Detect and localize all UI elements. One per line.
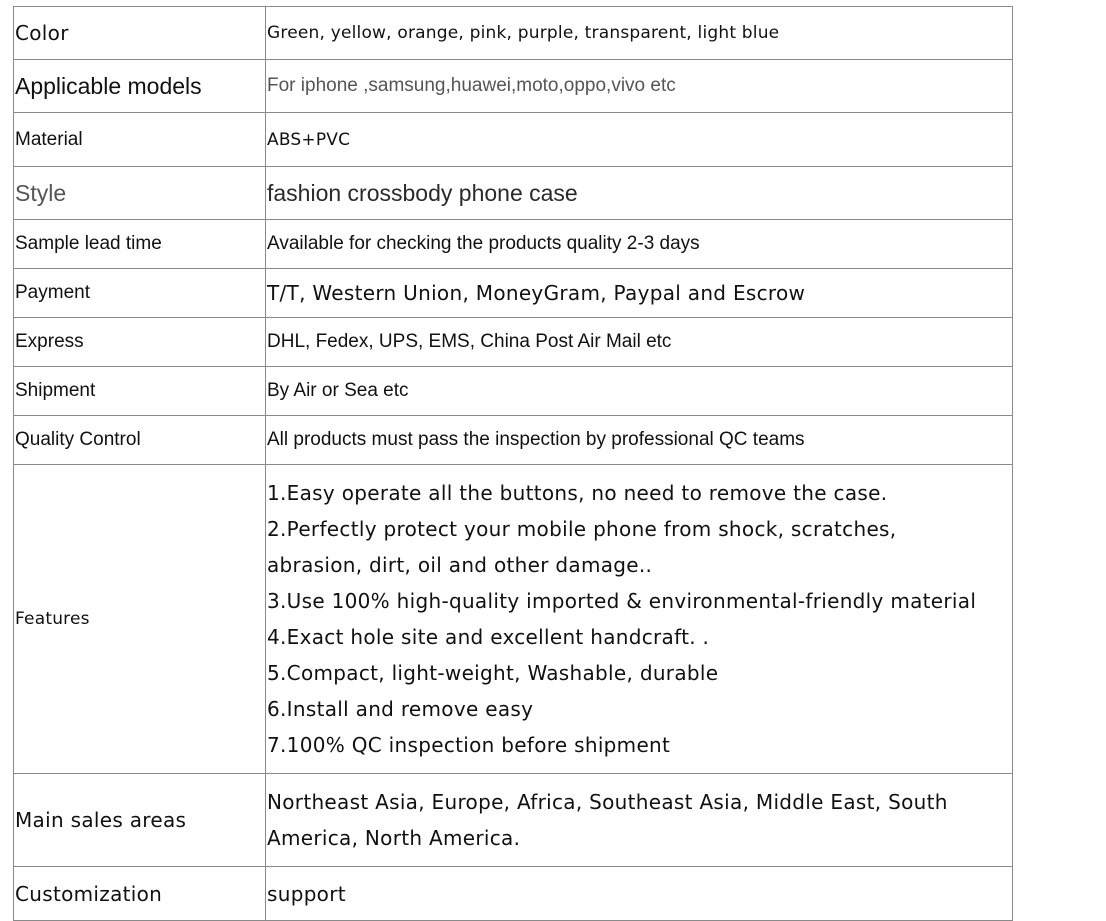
spec-value: Available for checking the products quality 2-3 days bbox=[266, 220, 1013, 269]
feature-line: 7.100% QC inspection before shipment bbox=[267, 733, 671, 757]
spec-value: DHL, Fedex, UPS, EMS, China Post Air Mail etc bbox=[266, 318, 1013, 367]
spec-label: Material bbox=[14, 113, 266, 167]
feature-line: 4.Exact hole site and excellent handcraft. . bbox=[267, 625, 710, 649]
spec-value: fashion crossbody phone case bbox=[266, 167, 1013, 220]
spec-row-features bbox=[14, 465, 1013, 774]
feature-line: abrasion, dirt, oil and other damage.. bbox=[267, 553, 653, 577]
spec-label: Payment bbox=[14, 269, 266, 318]
spec-value: All products must pass the inspection by professional QC teams bbox=[266, 416, 1013, 465]
spec-label: Main sales areas bbox=[14, 774, 266, 867]
spec-value: Green, yellow, orange, pink, purple, transparent, light blue bbox=[266, 7, 1013, 60]
spec-row-applicable-models bbox=[14, 60, 1013, 113]
spec-label: Style bbox=[14, 167, 266, 220]
spec-row-shipment bbox=[14, 367, 1013, 416]
spec-row-material bbox=[14, 113, 1013, 167]
spec-row-express bbox=[14, 318, 1013, 367]
spec-value: support bbox=[266, 867, 1013, 921]
spec-value: T/T, Western Union, MoneyGram, Paypal and Escrow bbox=[266, 269, 1013, 318]
spec-row-sample-lead-time bbox=[14, 220, 1013, 269]
feature-line: 2.Perfectly protect your mobile phone from shock, scratches, bbox=[267, 517, 897, 541]
spec-value-list bbox=[266, 774, 1013, 867]
spec-row-payment bbox=[14, 269, 1013, 318]
spec-value: For iphone ,samsung,huawei,moto,oppo,vivo etc bbox=[266, 60, 1013, 113]
spec-row-color bbox=[14, 7, 1013, 60]
spec-value-list bbox=[266, 465, 1013, 774]
spec-label: Features bbox=[14, 465, 266, 774]
spec-label: Quality Control bbox=[14, 416, 266, 465]
spec-label: Customization bbox=[14, 867, 266, 921]
spec-value: ABS+PVC bbox=[266, 113, 1013, 167]
spec-value: By Air or Sea etc bbox=[266, 367, 1013, 416]
spec-label: Color bbox=[14, 7, 266, 60]
spec-row-main-sales-areas bbox=[14, 774, 1013, 867]
spec-label: Applicable models bbox=[14, 60, 266, 113]
feature-line: 3.Use 100% high-quality imported & environmental-friendly material bbox=[267, 589, 977, 613]
spec-row-style bbox=[14, 167, 1013, 220]
spec-label: Shipment bbox=[14, 367, 266, 416]
sales-area-line: Northeast Asia, Europe, Africa, Southeast Asia, Middle East, South bbox=[267, 790, 948, 814]
feature-line: 6.Install and remove easy bbox=[267, 697, 534, 721]
product-spec-table bbox=[13, 6, 1013, 921]
sales-area-line: America, North America. bbox=[267, 826, 521, 850]
spec-row-quality-control bbox=[14, 416, 1013, 465]
feature-line: 5.Compact, light-weight, Washable, durable bbox=[267, 661, 719, 685]
spec-label: Sample lead time bbox=[14, 220, 266, 269]
spec-label: Express bbox=[14, 318, 266, 367]
feature-line: 1.Easy operate all the buttons, no need to remove the case. bbox=[267, 481, 888, 505]
spec-row-customization bbox=[14, 867, 1013, 921]
